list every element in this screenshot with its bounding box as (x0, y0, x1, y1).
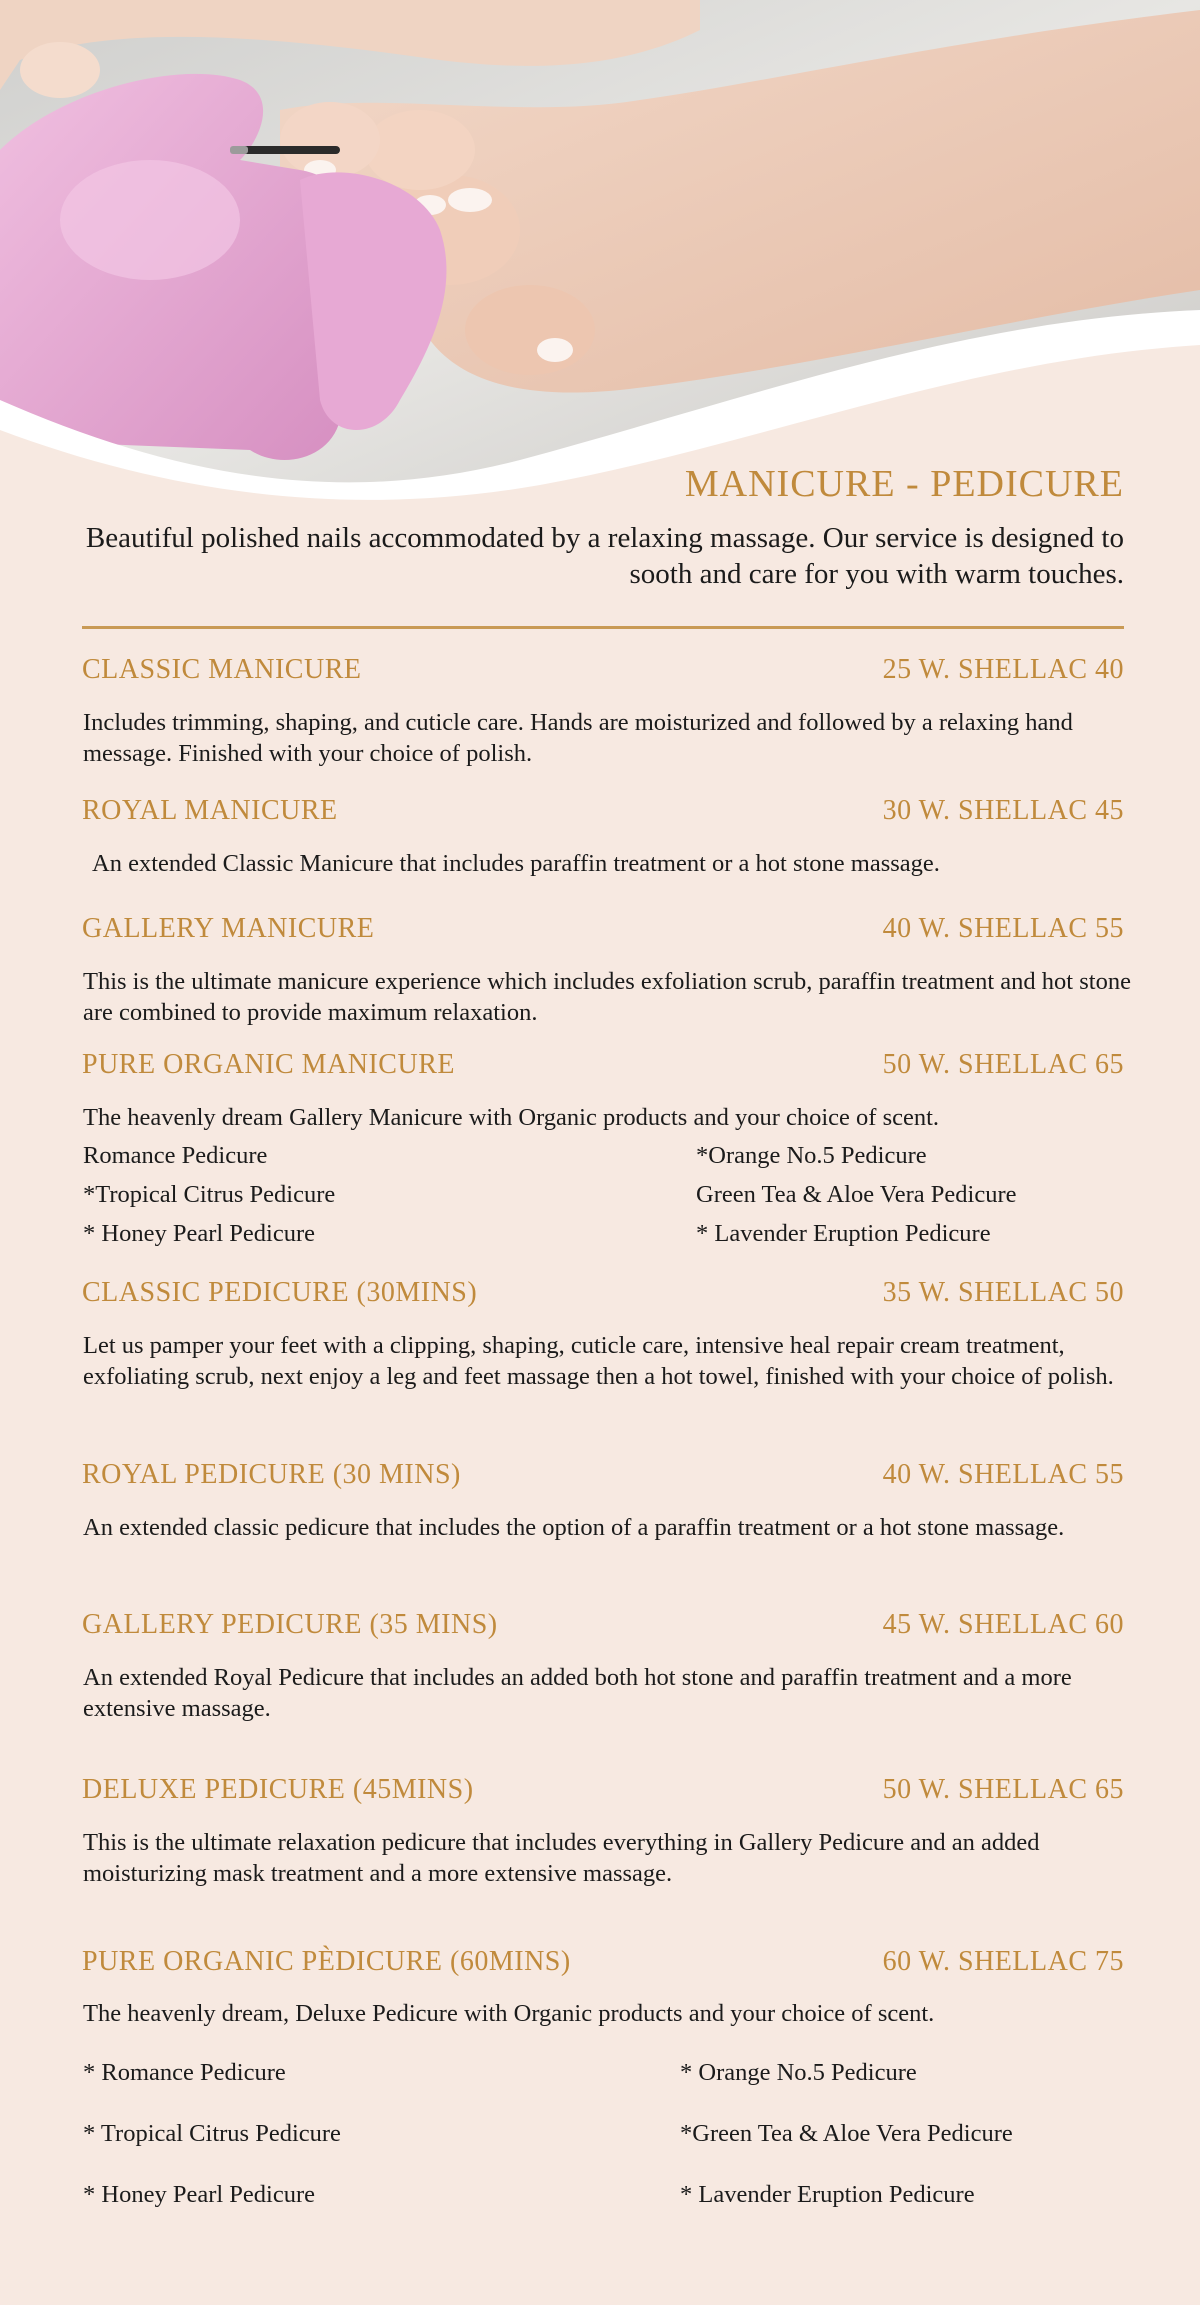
service-name: PURE ORGANIC PÈDICURE (60MINS) (82, 1946, 571, 1977)
service-header-pure-organic-manicure (82, 1049, 1124, 1081)
service-header-royal-manicure (82, 795, 1124, 827)
divider (82, 626, 1124, 629)
service-description: The heavenly dream, Deluxe Pedicure with Organic products and your choice of scent. (83, 2000, 935, 2027)
service-name: GALLERY MANICURE (82, 913, 375, 944)
service-description: This is the ultimate manicure experience which includes exfoliation scrub, paraffin treatment and hot stone are combined to provide maximum relaxation. (83, 968, 1131, 1026)
service-price: 25 W. SHELLAC 40 (882, 654, 1124, 685)
service-price: 30 W. SHELLAC 45 (882, 795, 1124, 826)
service-description: Let us pamper your feet with a clipping, shaping, cuticle care, intensive heal repair cream treatment, exfoliating scrub, next enjoy a leg and feet massage then a hot towel, finished with your choice of polish. (83, 1332, 1114, 1390)
scent-option: * Honey Pearl Pedicure (83, 2181, 315, 2208)
service-description: An extended Royal Pedicure that includes an added both hot stone and paraffin treatment and a more extensive massage. (83, 1664, 1072, 1722)
service-name: CLASSIC MANICURE (82, 654, 362, 685)
service-name: DELUXE PEDICURE (45MINS) (82, 1774, 474, 1805)
service-header-classic-pedicure (82, 1277, 1124, 1309)
service-description: An extended Classic Manicure that includes paraffin treatment or a hot stone massage. (92, 850, 940, 877)
service-header-royal-pedicure (82, 1459, 1124, 1491)
service-header-gallery-pedicure (82, 1609, 1124, 1641)
service-name: ROYAL PEDICURE (30 MINS) (82, 1459, 461, 1490)
service-price: 40 W. SHELLAC 55 (882, 913, 1124, 944)
hero-pedicure-photo (0, 0, 1200, 500)
service-price: 60 W. SHELLAC 75 (882, 1946, 1124, 1977)
service-price: 40 W. SHELLAC 55 (882, 1459, 1124, 1490)
service-description: The heavenly dream Gallery Manicure with Organic products and your choice of scent. (83, 1104, 940, 1131)
service-price: 35 W. SHELLAC 50 (882, 1277, 1124, 1308)
service-description: Includes trimming, shaping, and cuticle care. Hands are moisturized and followed by a relaxing hand message. Finished with your choice of polish. (83, 709, 1073, 767)
service-price: 50 W. SHELLAC 65 (882, 1774, 1124, 1805)
service-header-pure-organic-pedicure (82, 1946, 1124, 1978)
scent-option: *Tropical Citrus Pedicure (83, 1181, 336, 1208)
scent-option: * Orange No.5 Pedicure (680, 2059, 917, 2086)
service-description: An extended classic pedicure that includes the option of a paraffin treatment or a hot stone massage. (83, 1514, 1065, 1541)
service-name: PURE ORGANIC MANICURE (82, 1049, 455, 1080)
scent-option: * Lavender Eruption Pedicure (696, 1220, 991, 1247)
service-price: 45 W. SHELLAC 60 (882, 1609, 1124, 1640)
scent-option: * Tropical Citrus Pedicure (83, 2120, 341, 2147)
service-name: GALLERY PEDICURE (35 MINS) (82, 1609, 498, 1640)
scent-option: Romance Pedicure (83, 1142, 268, 1169)
service-description: This is the ultimate relaxation pedicure that includes everything in Gallery Pedicure and an added moisturizing mask treatment and a more extensive massage. (83, 1829, 1040, 1887)
service-header-gallery-manicure (82, 913, 1124, 945)
hero-illustration (0, 0, 1200, 500)
page-intro: Beautiful polished nails accommodated by a relaxing massage. Our service is designed to sooth and care for you with warm touches. (85, 522, 1124, 590)
service-name: CLASSIC PEDICURE (30MINS) (82, 1277, 478, 1308)
service-header-deluxe-pedicure (82, 1774, 1124, 1806)
scent-option: * Lavender Eruption Pedicure (680, 2181, 975, 2208)
service-name: ROYAL MANICURE (82, 795, 338, 826)
scent-option: *Green Tea & Aloe Vera Pedicure (680, 2120, 1013, 2147)
service-price: 50 W. SHELLAC 65 (882, 1049, 1124, 1080)
page-title: MANICURE - PEDICURE (684, 463, 1124, 505)
scent-option: *Orange No.5 Pedicure (696, 1142, 927, 1169)
service-header-classic-manicure (82, 654, 1124, 686)
scent-option: * Romance Pedicure (83, 2059, 286, 2086)
scent-option: * Honey Pearl Pedicure (83, 1220, 315, 1247)
scent-option: Green Tea & Aloe Vera Pedicure (696, 1181, 1017, 1208)
